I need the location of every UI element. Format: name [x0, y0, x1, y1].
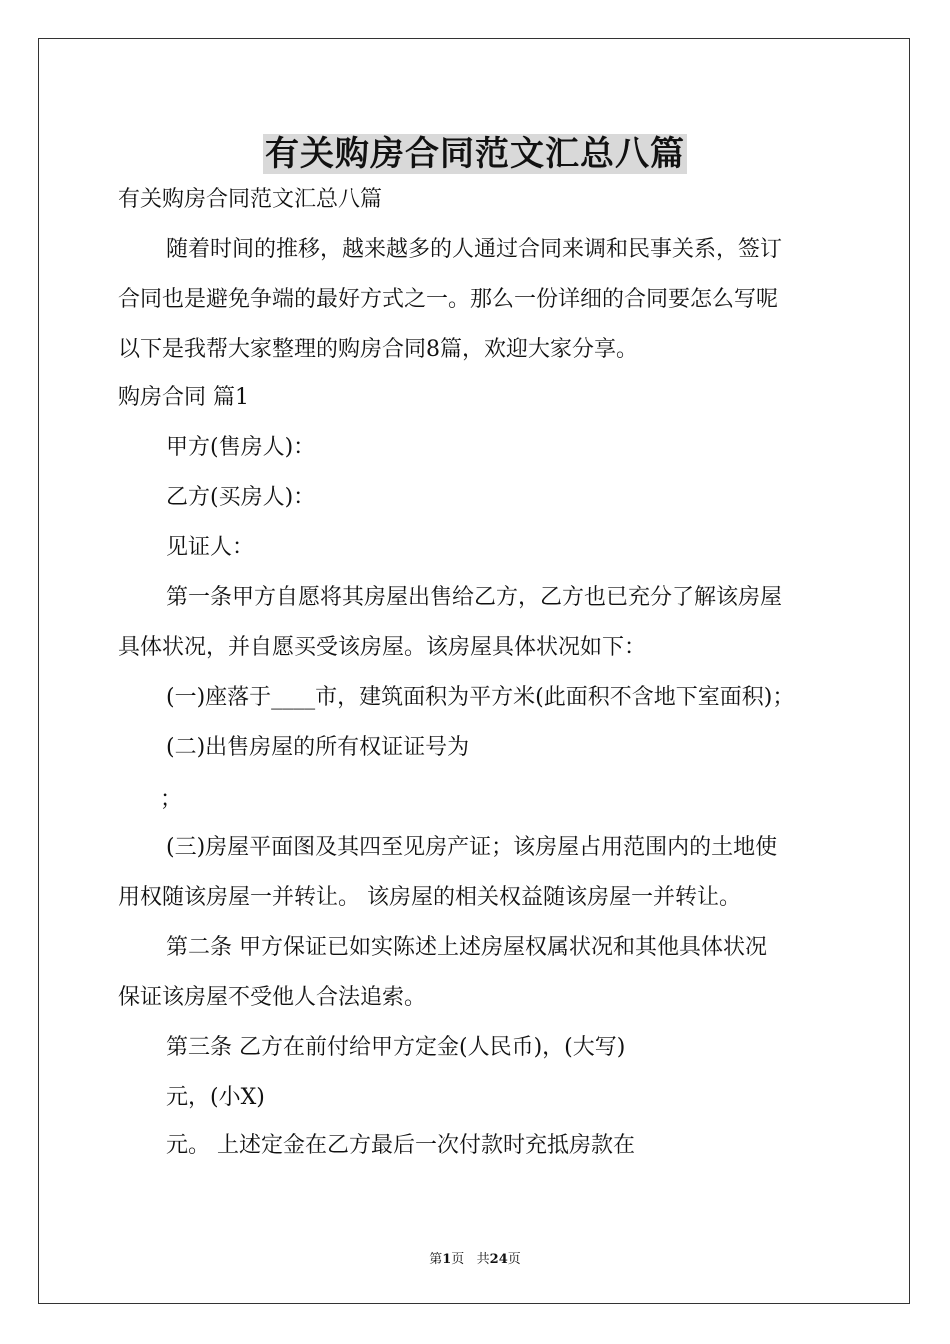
text-line: 第一条甲方自愿将其房屋出售给乙方，乙方也已充分了解该房屋 — [166, 585, 783, 610]
page-suffix: 页 — [507, 1252, 521, 1267]
section-heading: 购房合同 篇1 — [118, 385, 249, 410]
text-line: 甲方(售房人)： — [166, 435, 316, 460]
text-line: 合同也是避免争端的最好方式之一。那么一份详细的合同要怎么写呢 — [118, 287, 779, 312]
document-title — [0, 126, 950, 175]
page-total: 24 — [489, 1252, 508, 1267]
page-border — [38, 38, 910, 1304]
page-footer — [0, 1248, 950, 1267]
text-line: 保证该房屋不受他人合法追索。 — [118, 985, 427, 1010]
text-line: 乙方(买房人)： — [166, 485, 316, 510]
text-line-subtitle: 有关购房合同范文汇总八篇 — [118, 187, 383, 212]
text-line: 具体状况，并自愿买受该房屋。该房屋具体状况如下： — [118, 635, 647, 660]
page-prefix: 第 — [429, 1252, 443, 1267]
text-line: 见证人： — [166, 535, 255, 560]
text-line: 以下是我帮大家整理的购房合同8篇，欢迎大家分享。 — [118, 337, 638, 362]
text-line: (二)出售房屋的所有权证证号为 — [166, 735, 470, 760]
document-title-text: 有关购房合同范文汇总八篇 — [265, 134, 685, 174]
text-line: 元。 上述定金在乙方最后一次付款时充抵房款在 — [166, 1133, 635, 1158]
text-line: 随着时间的推移，越来越多的人通过合同来调和民事关系，签订 — [166, 237, 783, 262]
text-line: 元，(小X) — [166, 1085, 265, 1110]
text-line: (三)房屋平面图及其四至见房产证；该房屋占用范围内的土地使 — [166, 835, 778, 860]
text-line: 第三条 乙方在前付给甲方定金(人民币)，(大写) — [166, 1035, 626, 1060]
page-current: 1 — [442, 1252, 452, 1267]
text-line: 用权随该房屋一并转让。 该房屋的相关权益随该房屋一并转让。 — [118, 885, 741, 910]
text-line: ； — [160, 787, 183, 812]
page-mid: 页 共 — [451, 1252, 490, 1267]
text-line: 第二条 甲方保证已如实陈述上述房屋权属状况和其他具体状况 — [166, 935, 767, 960]
text-line: (一)座落于____市，建筑面积为平方米(此面积不含地下室面积)； — [166, 685, 795, 710]
